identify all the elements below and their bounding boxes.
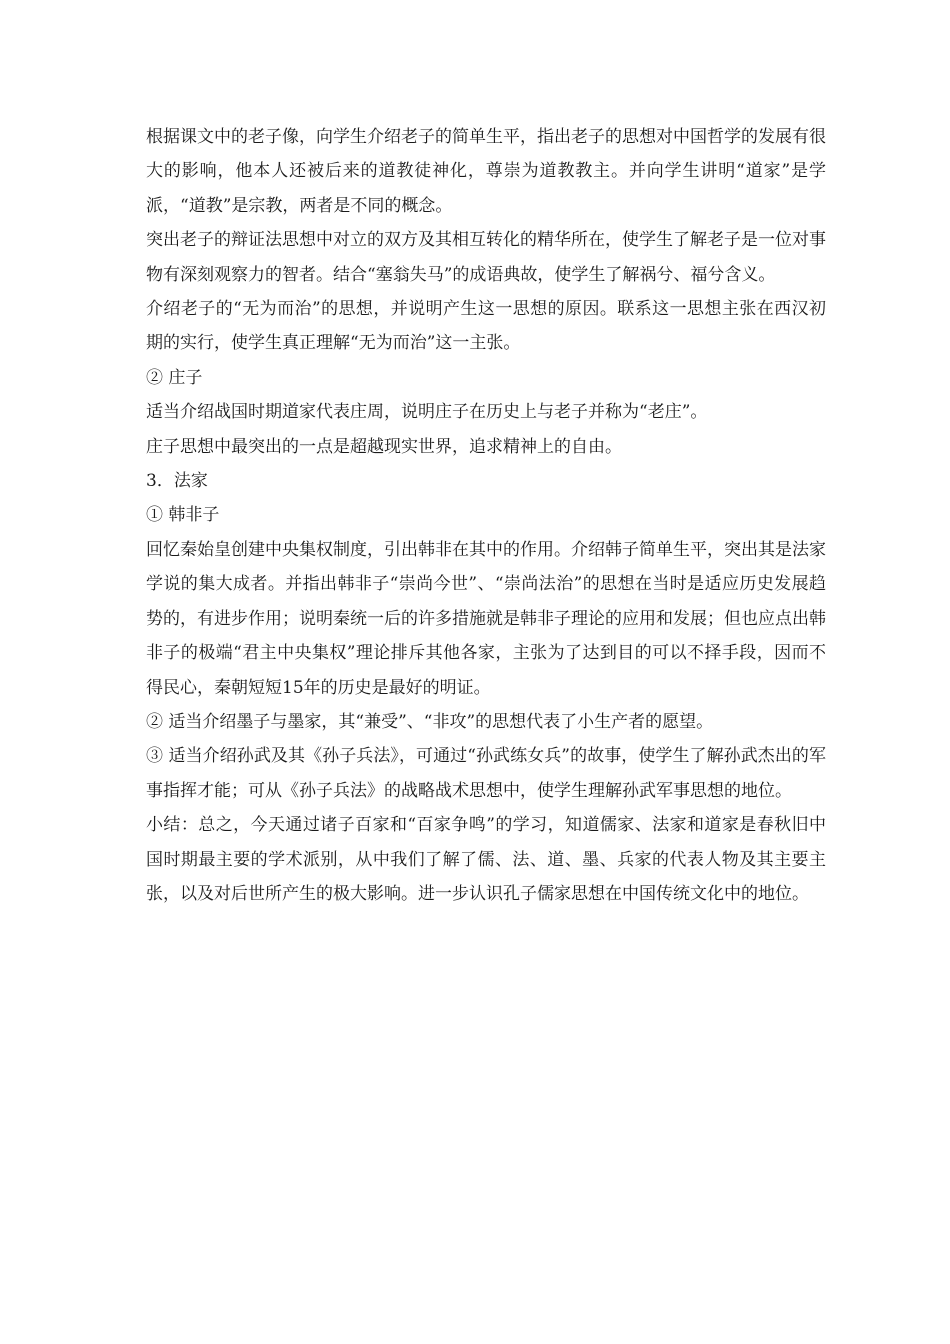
heading-hanfeizi: ① 韩非子 [146,505,220,526]
paragraph-laozi-wuwei: 介绍老子的“无为而治”的思想，并说明产生这一思想的原因。联系这一思想主张在西汉初期的实行，使学生真正理解“无为而治”这一主张。 [146,299,826,354]
paragraph-hanfeizi: 回忆秦始皇创建中央集权制度，引出韩非在其中的作用。介绍韩子简单生平，突出其是法家学说的集大成者。并指出韩非子“崇尚今世”、“崇尚法治”的思想在当时是适应历史发展趋势的，有进步作用；说明秦统一后的许多措施就是韩非子理论的应用和发展；但也应点出韩非子的极端“君主中央集权”理论排斥其他各家，主张为了达到目的可以不择手段，因而不得民心，秦朝短短15年的历史是最好的明证。 [146,539,826,698]
paragraph-sunwu: ③ 适当介绍孙武及其《孙子兵法》，可通过“孙武练女兵”的故事，使学生了解孙武杰出的军事指挥才能；可从《孙子兵法》的战略战术思想中，使学生理解孙武军事思想的地位。 [146,746,826,801]
paragraph-laozi-intro: 根据课文中的老子像，向学生介绍老子的简单生平，指出老子的思想对中国哲学的发展有很大的影响，他本人还被后来的道教徒神化，尊崇为道教教主。并向学生讲明“道家”是学派，“道教”是宗教，两者是不同的概念。 [146,127,826,216]
paragraph-mozi: ② 适当介绍墨子与墨家，其“兼受”、“非攻”的思想代表了小生产者的愿望。 [146,711,714,732]
paragraph-zhuangzi-thought: 庄子思想中最突出的一点是超越现实世界，追求精神上的自由。 [146,436,622,457]
paragraph-laozi-dialectics: 突出老子的辩证法思想中对立的双方及其相互转化的精华所在，使学生了解老子是一位对事物有深刻观察力的智者。结合“塞翁失马”的成语典故，使学生了解祸兮、福兮含义。 [146,230,826,285]
paragraph-summary: 小结：总之，今天通过诸子百家和“百家争鸣”的学习，知道儒家、法家和道家是春秋旧中国时期最主要的学术派别，从中我们了解了儒、法、道、墨、兵家的代表人物及其主要主张，以及对后世所产生的极大影响。进一步认识孔子儒家思想在中国传统文化中的地位。 [146,815,826,904]
document-body [146,120,826,911]
heading-legalism: 3．法家 [146,471,208,492]
paragraph-zhuangzi-intro: 适当介绍战国时期道家代表庄周，说明庄子在历史上与老子并称为“老庄”。 [146,402,708,423]
heading-zhuangzi: ② 庄子 [146,367,203,388]
